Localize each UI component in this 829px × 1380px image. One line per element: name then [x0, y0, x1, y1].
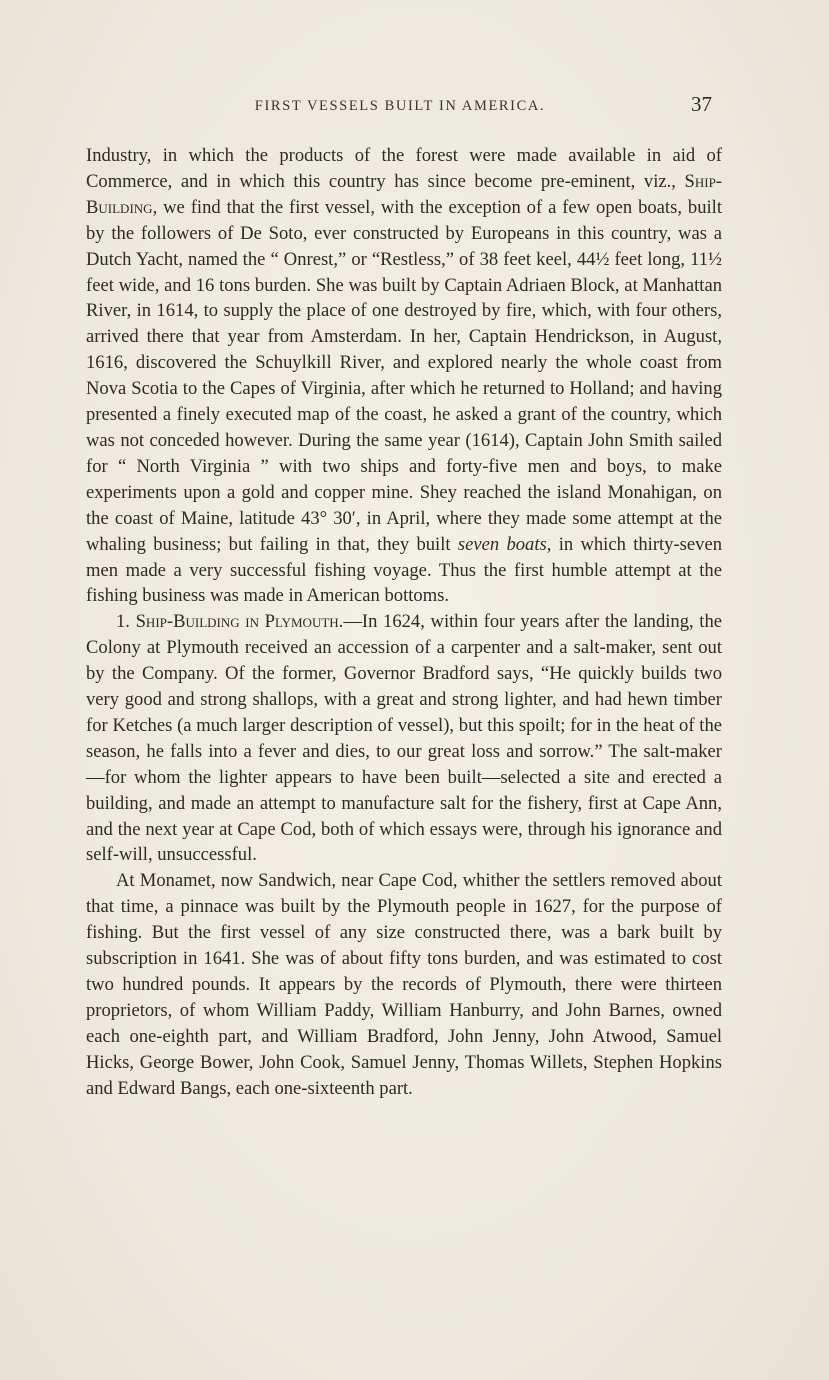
paragraph-3	[86, 868, 722, 1101]
page-header	[88, 92, 712, 122]
paragraph-1-text-b: , we find that the first vessel, with the exception of a few open boats, built by the followers of De Soto, ever constructed by Europeans in this country, was a Dutch Yacht, named the “ Onrest,” or “Restless,” of 38 feet keel, 44½ feet long, 11½ feet wide, and 16 tons burden. She was built by Captain Adriaen Block, at Manhattan River, in 1614, to supply the place of one destroyed by fire, which, with four others, arrived there that year from Amsterdam. In her, Captain Hendrickson, in August, 1616, discovered the Schuylkill River, and explored nearly the whole coast from Nova Scotia to the Capes of Virginia, after which he returned to Holland; and having presented a finely executed map of the coast, he asked a grant of the country, which was not conceded however. During the same year (1614), Captain John Smith sailed for “ North Virginia ” with two ships and forty-five men and boys, to make experiments upon a gold and copper mine. Shey reached the island Monahigan, on the coast of Maine, latitude 43° 30′, in April, where they made some attempt at the whaling business; but failing in that, they built	[86, 196, 722, 555]
paragraph-2	[86, 609, 722, 868]
paragraph-1-text-c: , in which thirty-seven men made a very successful fishing voyage. Thus the first humble attempt at the fishing business was made in American bottoms.	[86, 533, 723, 607]
paragraph-1-text-a: Industry, in which the products of the forest were made available in aid of Commerce, and in which this country has since become pre-eminent, viz.,	[86, 145, 722, 192]
page-number: 37	[691, 92, 712, 116]
paragraph-1	[86, 143, 722, 609]
paragraph-2-text: .—In 1624, within four years after the landing, the Colony at Plymouth received an accession of a carpenter and a salt-maker, sent out by the Company. Of the former, Governor Bradford says, “He quickly builds two very good and strong shallops, with a great and strong lighter, and had hewn timber for Ketches (a much larger description of vessel), but this spoilt; for in the heat of the season, he falls into a fever and dies, to our great loss and sorrow.” The salt-maker —for whom the lighter appears to have been built—selected a site and erected a building, and made an attempt to manufacture salt for the fishery, first at Cape Ann, and the next year at Cape Cod, both of which essays were, through his ignorance and self-will, unsuccessful.	[86, 611, 723, 866]
running-title: FIRST VESSELS BUILT IN AMERICA.	[254, 98, 546, 114]
section-heading: Ship-Building in Plymouth	[135, 611, 339, 633]
section-number: 1.	[116, 611, 136, 633]
ship-building-term: Ship-Building	[86, 170, 722, 218]
body-text	[86, 143, 722, 1102]
seven-boats-emphasis: seven boats	[457, 533, 547, 555]
paragraph-3-text: At Monamet, now Sandwich, near Cape Cod, whither the settlers removed about that time, a pinnace was built by the Plymouth people in 1627, for the purpose of fishing. But the first vessel of any size constructed there, was a bark built by subscription in 1641. She was of about fifty tons burden, and was estimated to cost two hundred pounds. It appears by the records of Plymouth, there were thirteen proprietors, of whom William Paddy, William Hanburry, and John Barnes, owned each one-eighth part, and William Bradford, John Jenny, John Atwood, Samuel Hicks, George Bower, John Cook, Samuel Jenny, Thomas Willets, Stephen Hopkins and Edward Bangs, each one-sixteenth part.	[86, 870, 722, 1099]
